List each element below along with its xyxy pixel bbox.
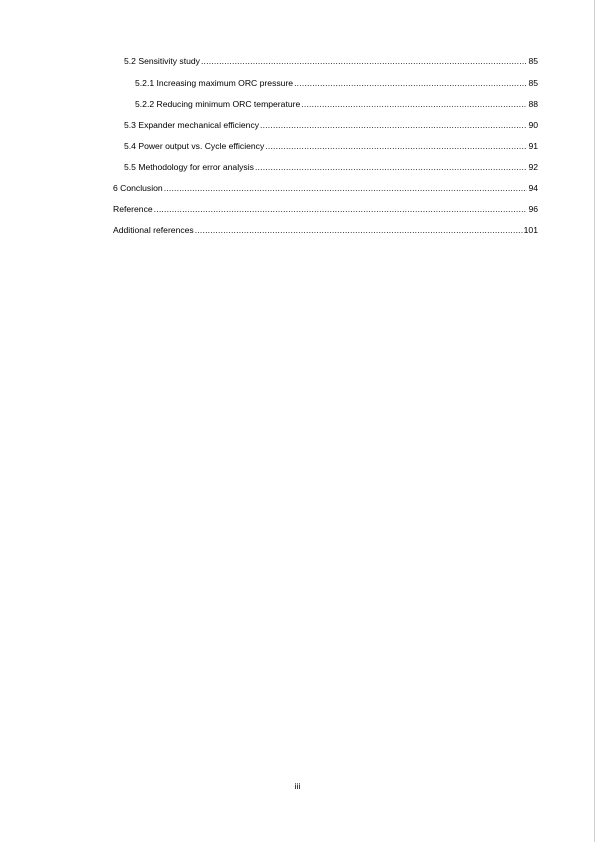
toc-leader-dots [260,120,527,131]
toc-entry[interactable] [135,99,538,110]
toc-entry-page: 85 [528,78,538,88]
toc-entry[interactable] [124,141,538,152]
toc-entry-title: 5.2.2 Reducing minimum ORC temperature [135,99,301,109]
toc-entry-title: Reference [113,204,153,214]
toc-entry-title: 5.5 Methodology for error analysis [124,162,254,172]
toc-entry[interactable] [124,56,538,67]
page-number: iii [294,781,301,791]
toc-leader-dots [154,204,528,215]
toc-leader-dots [265,141,527,152]
toc-entry[interactable] [113,183,538,194]
toc-entry[interactable] [135,78,538,89]
toc-entry-page: 90 [528,120,538,130]
toc-entry[interactable] [124,120,538,131]
toc-entry-page: 96 [528,204,538,214]
toc-entry-page: 101 [523,225,538,235]
toc-leader-dots [195,225,523,236]
toc-entry-title: 5.4 Power output vs. Cycle efficiency [124,141,265,151]
toc-entry[interactable] [113,204,538,215]
toc-entry-page: 94 [528,183,538,193]
toc-entry-page: 92 [528,162,538,172]
toc-entry-title: 6 Conclusion [113,183,163,193]
toc-entry[interactable] [113,225,538,236]
toc-entry[interactable] [124,162,538,173]
toc-leader-dots [201,56,527,67]
toc-leader-dots [164,183,528,194]
toc-leader-dots [301,99,527,110]
toc-entry-title: 5.3 Expander mechanical efficiency [124,120,260,130]
toc-entry-title: Additional references [113,225,194,235]
toc-leader-dots [255,162,528,173]
toc-entry-title: 5.2.1 Increasing maximum ORC pressure [135,78,294,88]
toc-entry-page: 88 [528,99,538,109]
toc-entry-page: 91 [528,141,538,151]
toc-entry-page: 85 [528,56,538,66]
toc-entry-title: 5.2 Sensitivity study [124,56,200,66]
toc-leader-dots [294,78,527,89]
